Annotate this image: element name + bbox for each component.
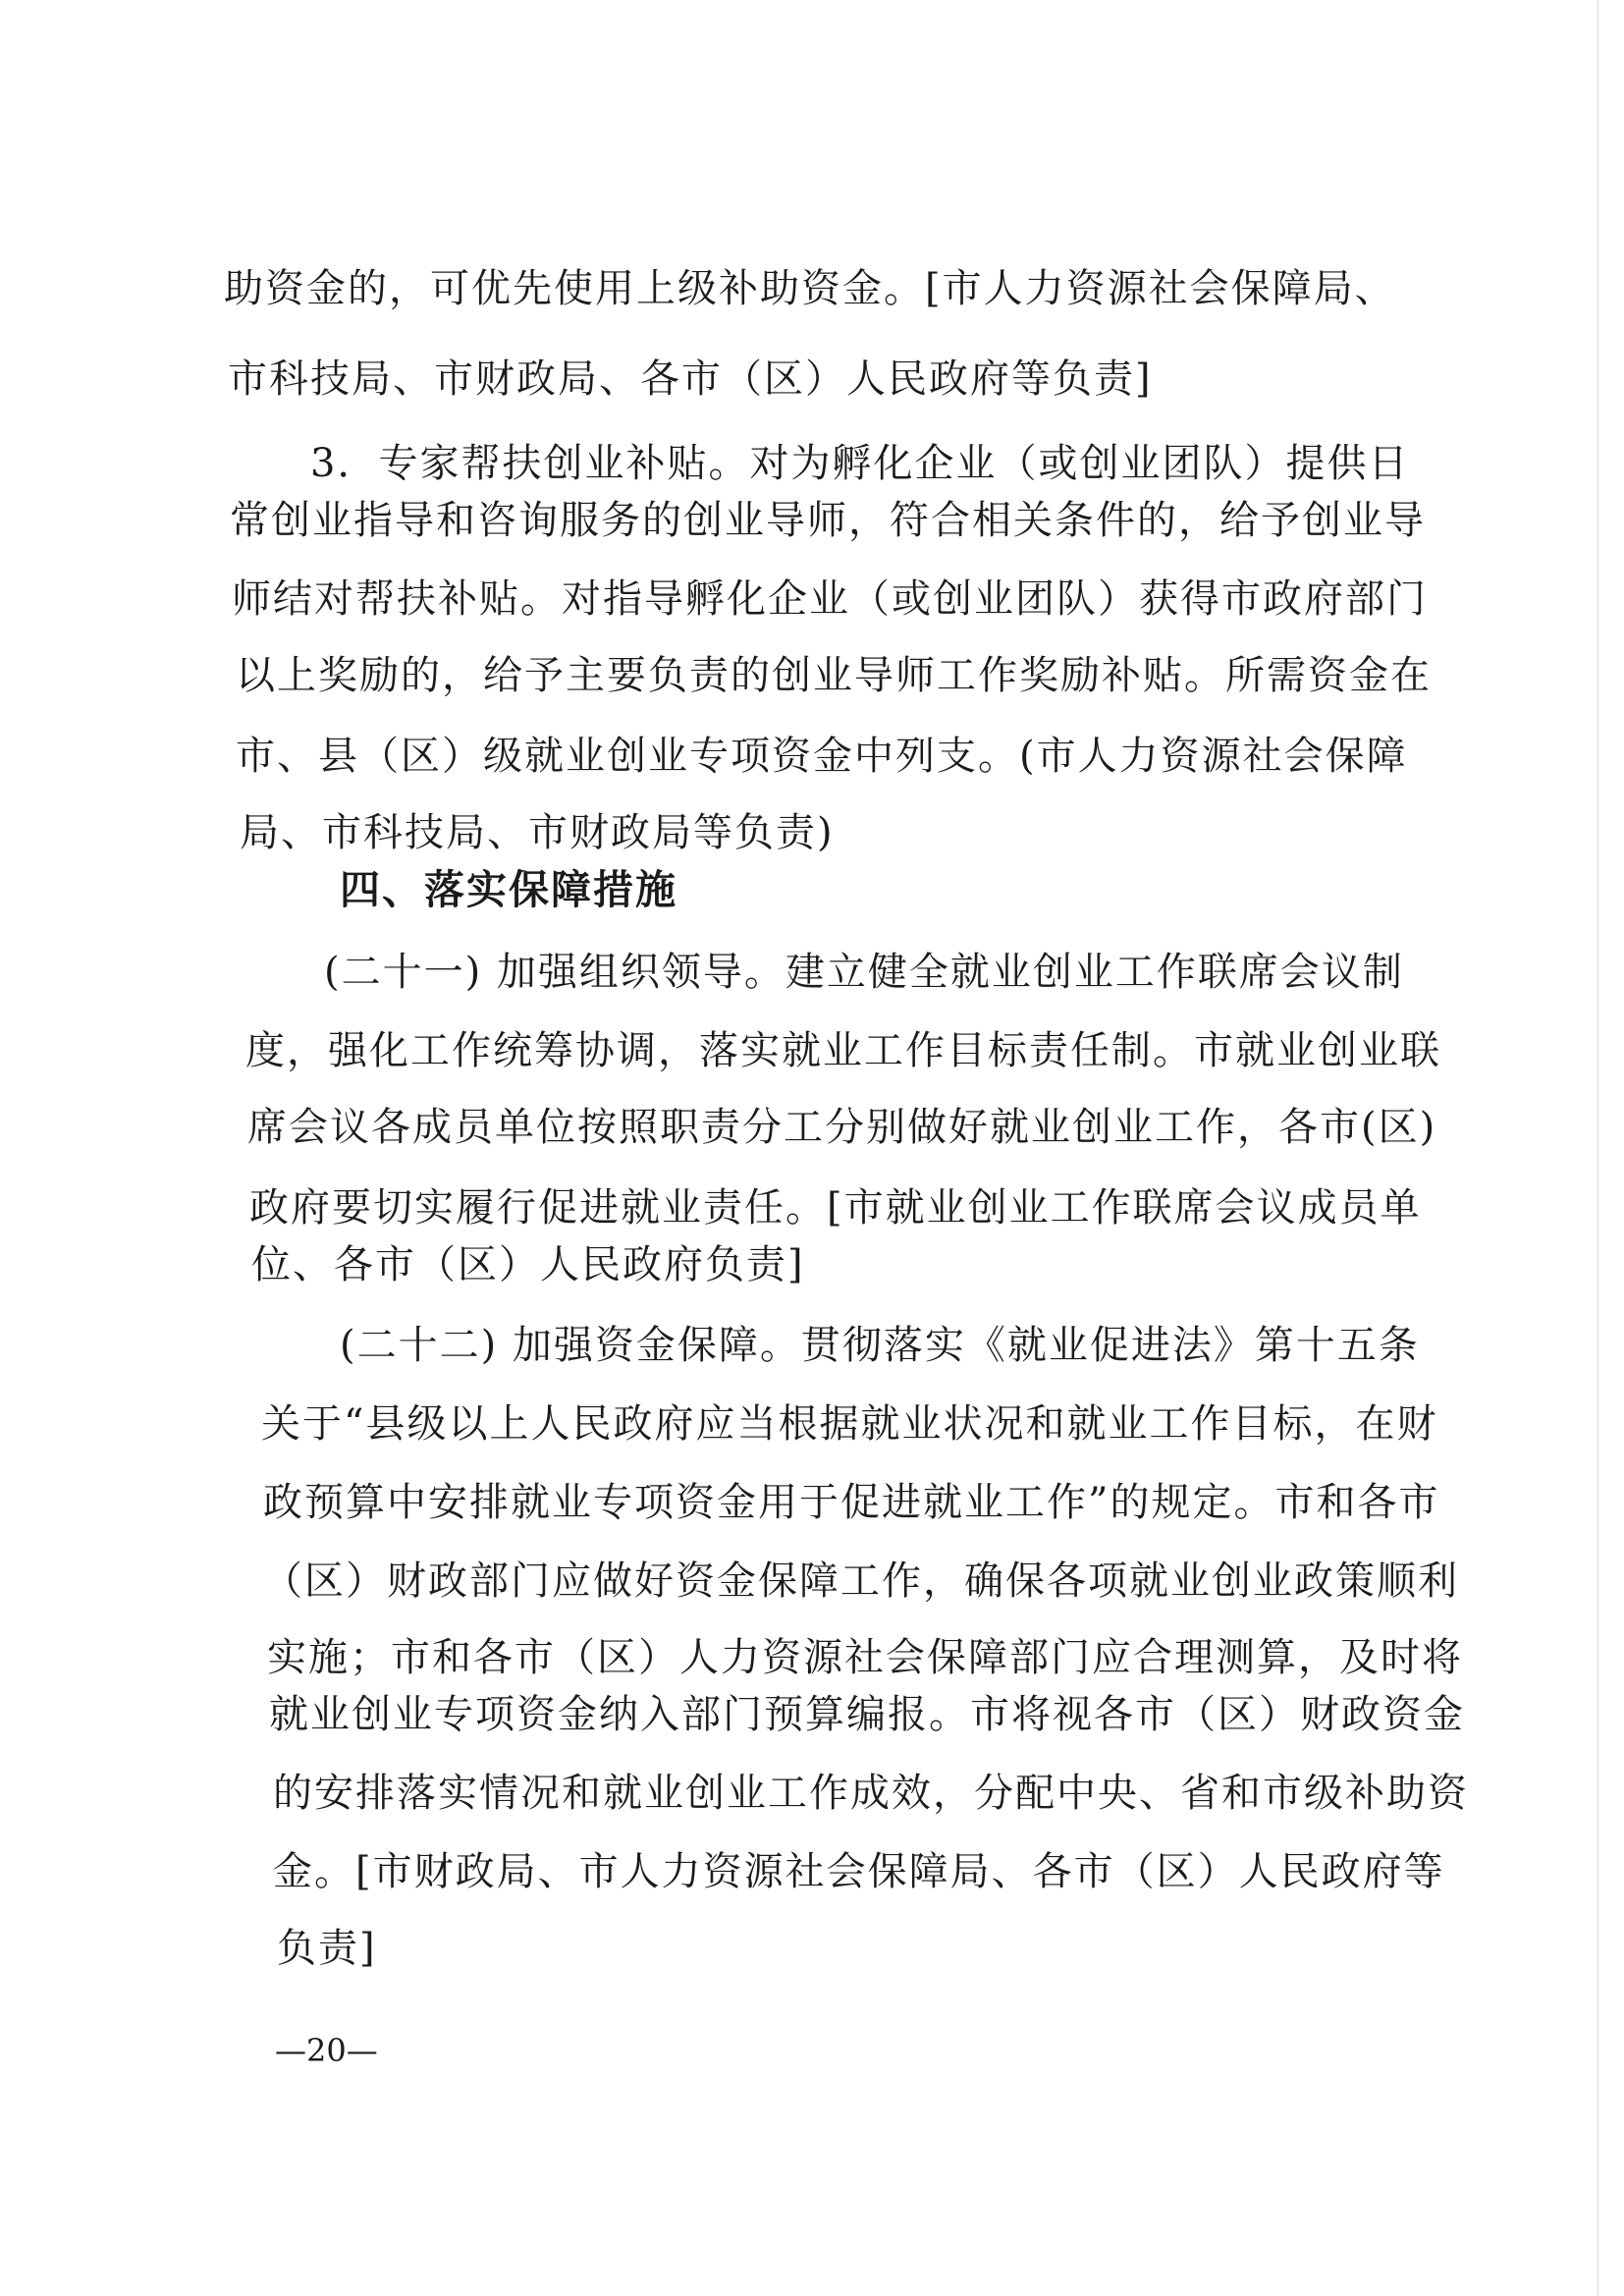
text-line: 金。[市财政局、市人力资源社会保障局、各市（区）人民政府等 [273, 1849, 1445, 1894]
text-line: 市、县（区）级就业创业专项资金中列支。(市人力资源社会保障 [236, 734, 1408, 779]
page-number: —20— [275, 2032, 378, 2069]
text-line: 常创业指导和咨询服务的创业导师，符合相关条件的，给予创业导 [230, 498, 1426, 543]
text-line: 师结对帮扶补贴。对指导孵化企业（或创业团队）获得市政府部门 [232, 576, 1428, 622]
text-line: 实施；市和各市（区）人力资源社会保障部门应合理测算，及时将 [267, 1635, 1463, 1680]
text-line: 的安排落实情况和就业创业工作成效，分配中央、省和市级补助资 [273, 1771, 1469, 1816]
text-line: 负责] [277, 1926, 377, 1971]
text-line: (二十一) 加强组织领导。建立健全就业创业工作联席会议制 [324, 950, 1404, 995]
text-line: 度，强化工作统筹协调，落实就业工作目标责任制。市就业创业联 [245, 1028, 1441, 1073]
text-line: 市科技局、市财政局、各市（区）人民政府等负责] [228, 356, 1153, 402]
section-heading: 四、落实保障措施 [340, 866, 677, 913]
text-line: （区）财政部门应做好资金保障工作，确保各项就业创业政策顺利 [263, 1558, 1459, 1604]
text-line: 助资金的，可优先使用上级补助资金。[市人力资源社会保障局、 [224, 266, 1396, 311]
text-line: 政预算中安排就业专项资金用于促进就业工作”的规定。市和各市 [263, 1480, 1440, 1525]
text-line: 政府要切实履行促进就业责任。[市就业创业工作联席会议成员单 [249, 1185, 1422, 1230]
text-line: 以上奖励的，给予主要负责的创业导师工作奖励补贴。所需资金在 [236, 653, 1432, 698]
text-line: (二十二) 加强资金保障。贯彻落实《就业促进法》第十五条 [340, 1323, 1420, 1368]
text-line: 局、市科技局、市财政局等负责) [240, 810, 835, 855]
text-line: 席会议各成员单位按照职责分工分别做好就业创业工作，各市(区) [247, 1105, 1437, 1150]
page-edge [1597, 0, 1598, 2296]
text-line: 关于“县级以上人民政府应当根据就业状况和就业工作目标，在财 [261, 1401, 1438, 1447]
text-line: 就业创业专项资金纳入部门预算编报。市将视各市（区）财政资金 [269, 1692, 1465, 1737]
text-line: 位、各市（区）人民政府负责] [251, 1242, 805, 1287]
text-line: 3．专家帮扶创业补贴。对为孵化企业（或创业团队）提供日 [310, 441, 1410, 486]
